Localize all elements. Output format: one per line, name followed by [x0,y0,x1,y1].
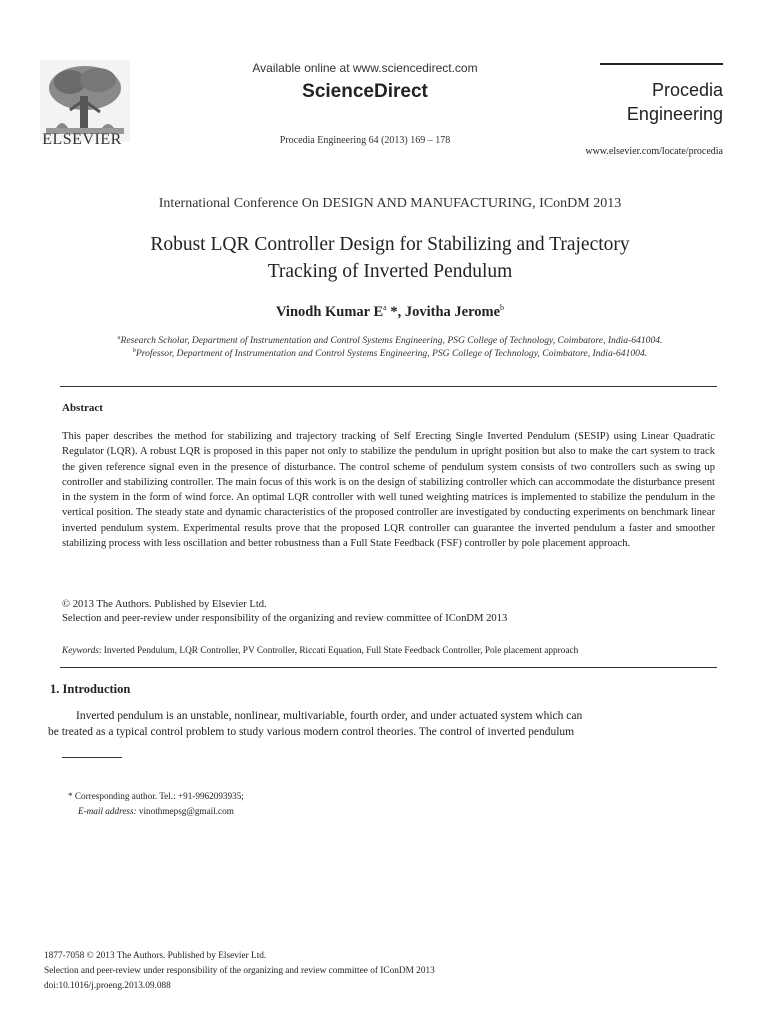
peer-review-notice: Selection and peer-review under responsibility of the organizing and review committee of IConDM 2013 [62,613,508,624]
email-address[interactable]: vinothmepsg@gmail.com [136,806,234,816]
affiliation-a [40,335,740,346]
keywords [62,646,722,656]
conference-name: International Conference On DESIGN AND MANUFACTURING, IConDM 2013 [158,196,622,211]
publisher-name: ELSEVIER [42,131,122,148]
author-name: Vinodh Kumar E [275,303,384,320]
section-heading: 1. Introduction [50,682,131,696]
journal-top-rule [600,63,723,65]
affil-mark: a [117,335,121,341]
journal-url[interactable]: www.elsevier.com/locate/procedia [585,146,723,157]
title-line: Tracking of Inverted Pendulum [267,261,513,282]
journal-name-line: Procedia [651,80,723,100]
footer-doi[interactable]: doi:10.1016/j.proeng.2013.09.088 [44,981,171,991]
author-list [40,303,740,321]
footnote-corresponding: * Corresponding author. Tel.: +91-9962093935; [68,791,244,801]
journal-name [600,78,723,126]
title-line: Robust LQR Controller Design for Stabilizing and Trajectory [150,234,630,255]
footnote-email [78,806,234,816]
author-name: Jovitha Jerome [404,303,501,320]
intro-paragraph-line: Inverted pendulum is an unstable, nonlinear, multivariable, fourth order, and under actuated system which can [76,710,583,722]
elsevier-tree-logo [40,60,130,142]
copyright-notice: © 2013 The Authors. Published by Elsevier Ltd. [62,599,267,610]
intro-paragraph-line: be treated as a typical control problem to study various modern control theories. The control of inverted pendulum [48,726,575,738]
journal-citation: Procedia Engineering 64 (2013) 169 – 178 [279,135,451,146]
abstract-heading: Abstract [62,402,103,414]
footnote-rule [62,757,122,758]
affiliation-b [40,348,740,359]
affiliation-text: Professor, Department of Instrumentation and Control Systems Engineering, PSG College of Technology, Coimbatore, India-641004. [135,348,648,360]
keywords-list: : Inverted Pendulum, LQR Controller, PV Controller, Riccati Equation, Full State Feedback Controller, Pole placement approach [98,646,579,656]
corresponding-mark: *, [386,303,405,320]
journal-name-line: Engineering [626,104,723,124]
author-affil-mark: a [383,303,387,312]
affil-mark: b [132,348,136,354]
available-online-text: Available online at www.sciencedirect.com [252,61,478,75]
paper-title [40,231,740,285]
author-affil-mark: b [500,303,505,312]
affiliation-text: Research Scholar, Department of Instrumentation and Control Systems Engineering, PSG College of Technology, Coimbatore, India-641004. [120,335,663,347]
abstract-top-rule [60,386,717,387]
email-label: E-mail address: [78,806,137,816]
platform-brand: ScienceDirect [302,81,428,102]
abstract-text: This paper describes the method for stabilizing and trajectory tracking of Self Erecting Single Inverted Pendulum (SESIP) using Linear Quadratic Regulator (LQR). A robust LQR is proposed in this paper not only to stabilize the pendulum in upright position but also to make the cart system to track the given reference signal even in the presence of disturbance. The control scheme of pendulum system consists of two controllers such as swing up controller and stabilizing controller. The main focus of this work is on the design of stabilizing controller which can accommodate the disturbance present in the system in the form of wind force. An optimal LQR controller with well tuned weighting matrices is implemented to stabilize the pendulum in the vertical position. The steady state and dynamic characteristics of the proposed controller are investigated by conducting experiments on benchmark linear inverted pendulum system. Experimental results prove that the proposed LQR controller can guarantee the inverted pendulum a faster and smoother stabilizing process with less oscillation and better robustness than a Full State Feedback (FSF) controller by pole placement approach. [62,431,715,550]
footer-peer-review: Selection and peer-review under responsibility of the organizing and review committee of IConDM 2013 [44,966,435,976]
footer-issn: 1877-7058 © 2013 The Authors. Published by Elsevier Ltd. [44,951,267,961]
abstract-bottom-rule [60,667,717,668]
keywords-label: Keywords [62,646,99,656]
